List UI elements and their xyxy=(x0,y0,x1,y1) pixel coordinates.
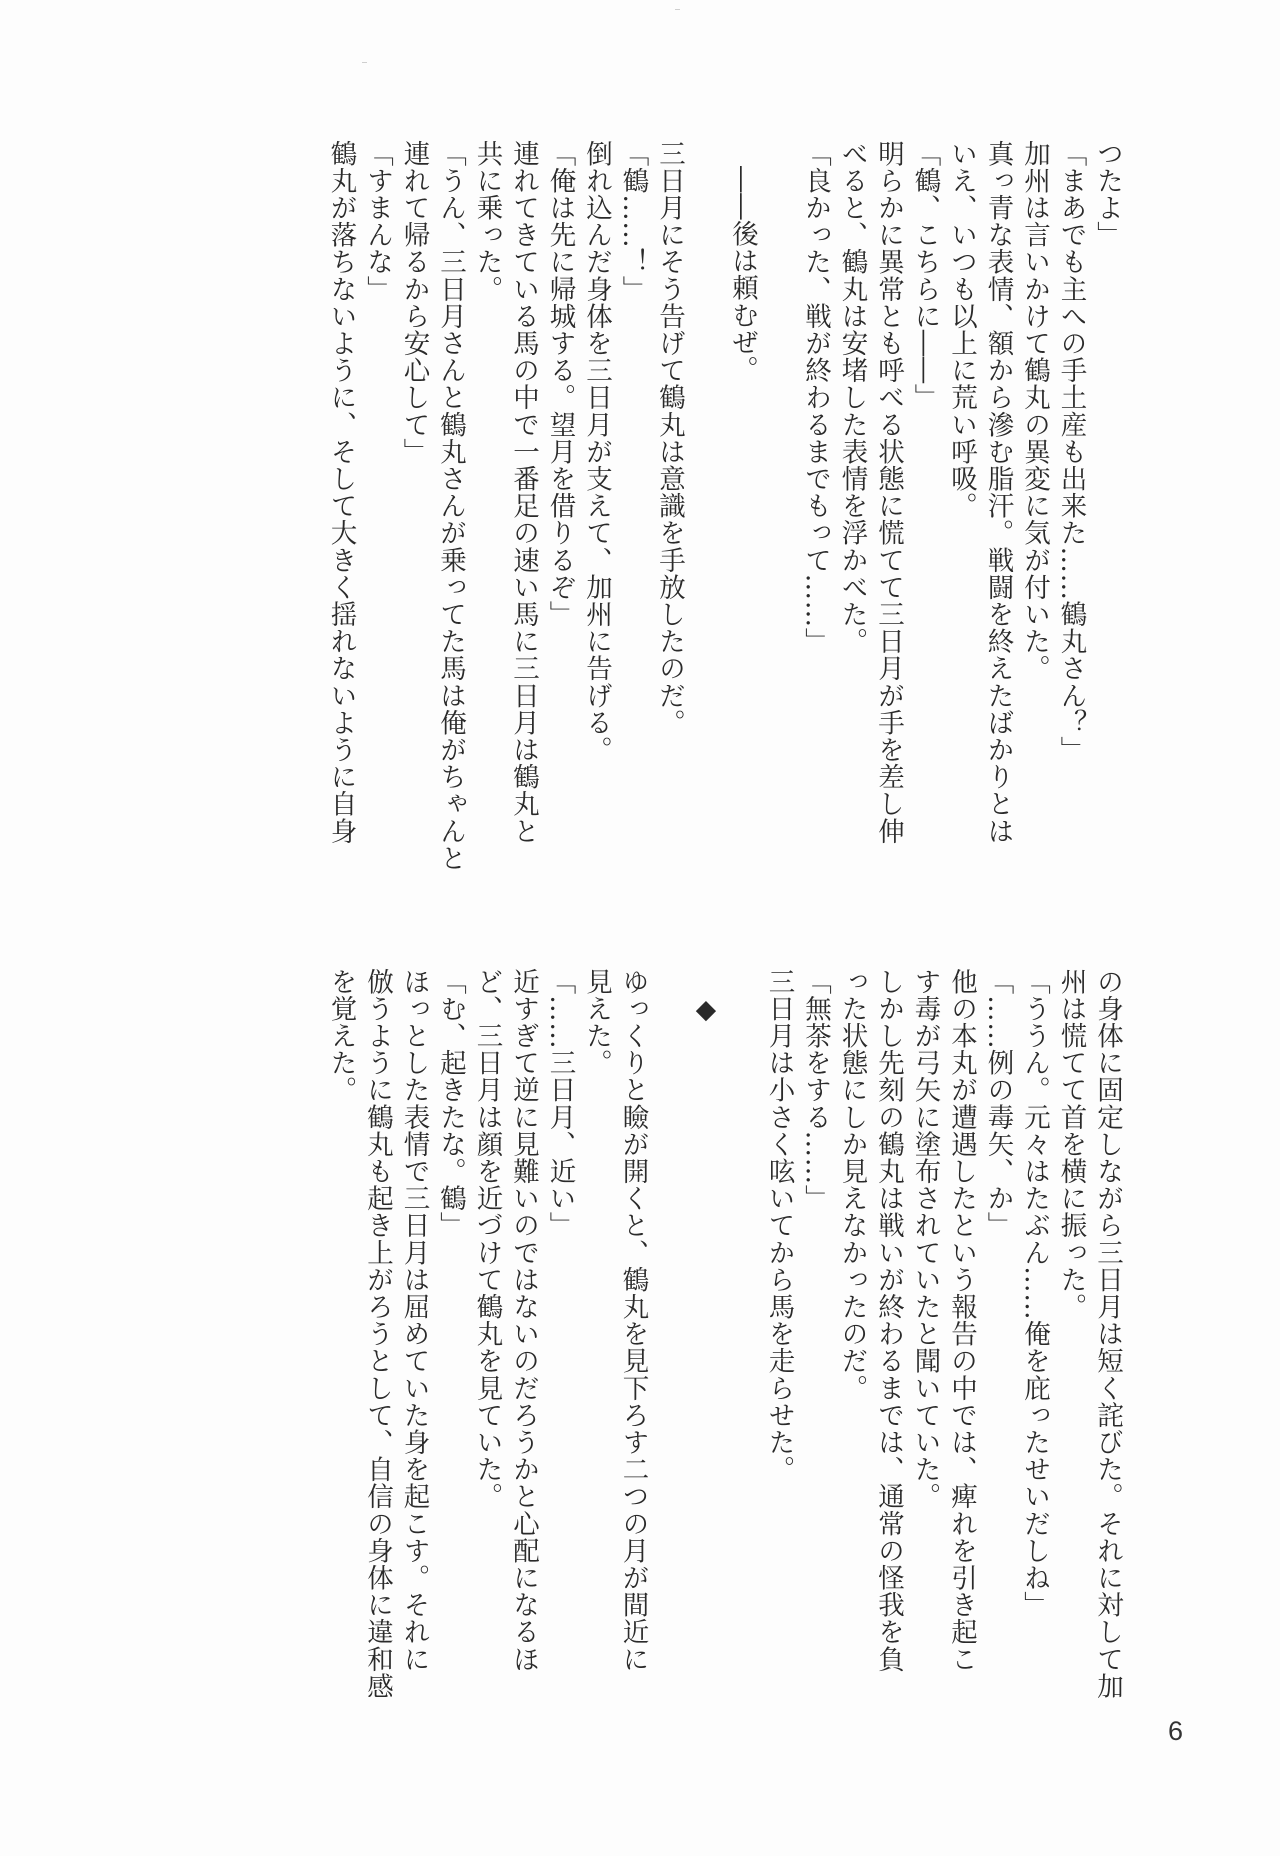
text-line: ほっとした表情で三日月は屈めていた身を起こす。それに xyxy=(398,968,430,1673)
text-line: 他の本丸が遭遇したという報告の中では、痺れを引き起こ xyxy=(946,968,977,1673)
text-line: ――後は頼むぜ。 xyxy=(727,166,758,383)
blank-line xyxy=(760,140,797,141)
text-line: 近すぎて逆に見難いのではないのだろうかと心配になるほ xyxy=(508,968,539,1673)
text-line: 「鶴、こちらに――」 xyxy=(909,140,941,411)
text-line: 連れて帰るから安心して」 xyxy=(398,140,430,466)
text-line: 倣うように鶴丸も起き上がろうとして、自信の身体に違和感 xyxy=(362,968,393,1700)
text-line: 「……三日月、近い」 xyxy=(544,968,576,1239)
text-line: ゆっくりと瞼が開くと、鶴丸を見下ろす二つの月が間近に xyxy=(617,968,649,1673)
text-line: 倒れ込んだ身体を三日月が支えて、加州に告げる。 xyxy=(581,140,612,764)
text-line: 共に乗った。 xyxy=(471,140,503,303)
text-line: 真っ青な表情、額から滲む脂汗。戦闘を終えたばかりとは xyxy=(982,140,1014,845)
blank-line xyxy=(687,140,724,141)
text-line: す毒が弓矢に塗布されていたと聞いていた。 xyxy=(909,968,941,1510)
text-line: 「無茶をする……」 xyxy=(800,968,831,1212)
text-line: 「うん、三日月さんと鶴丸さんが乗ってた馬は俺がちゃんと xyxy=(435,140,466,872)
text-line: 明らかに異常とも呼べる状態に慌てて三日月が手を差し伸 xyxy=(873,140,904,845)
blank-line xyxy=(724,968,761,969)
text-line: しかし先刻の鶴丸は戦いが終わるまでは、通常の怪我を負 xyxy=(873,968,904,1673)
text-line: の身体に固定しながら三日月は短く詫びた。それに対して加 xyxy=(1092,968,1123,1700)
text-line: いえ、いつも以上に荒い呼吸。 xyxy=(946,140,977,520)
text-line: った状態にしか見えなかったのだ。 xyxy=(836,968,868,1402)
text-line: 「ううん。元々はたぶん……俺を庇ったせいだしね」 xyxy=(1019,968,1050,1619)
text-line: 鶴丸が落ちないように、そして大きく揺れないように自身 xyxy=(325,140,357,845)
text-line: 三日月にそう告げて鶴丸は意識を手放したのだ。 xyxy=(654,140,685,737)
text-line: 「俺は先に帰城する。望月を借りるぞ」 xyxy=(544,140,576,628)
text-line: 連れてきている馬の中で一番足の速い馬に三日月は鶴丸と xyxy=(508,140,539,845)
page-number: 6 xyxy=(1167,1716,1183,1746)
scan-speck xyxy=(362,62,367,63)
text-line: つたよ」 xyxy=(1092,140,1123,249)
lower-text-block xyxy=(322,968,1125,1700)
text-line: 「む、起きたな。鶴」 xyxy=(435,968,466,1239)
section-break-diamond: ◆ xyxy=(690,994,722,1026)
text-line: 州は慌てて首を横に振った。 xyxy=(1055,968,1087,1321)
scan-speck xyxy=(675,9,680,10)
text-line: を覚えた。 xyxy=(325,968,357,1104)
upper-text-block xyxy=(322,140,1125,872)
text-line: 三日月は小さく呟いてから馬を走らせた。 xyxy=(763,968,795,1483)
blank-line xyxy=(651,968,688,969)
text-line: べると、鶴丸は安堵した表情を浮かべた。 xyxy=(836,140,868,655)
text-line: 加州は言いかけて鶴丸の異変に気が付いた。 xyxy=(1019,140,1050,682)
text-line: 「良かった、戦が終わるまでもって……」 xyxy=(800,140,831,655)
text-line: ど、三日月は顔を近づけて鶴丸を見ていた。 xyxy=(471,968,503,1510)
text-line: 「鶴……！」 xyxy=(617,140,649,303)
text-line: 「……例の毒矢、か」 xyxy=(982,968,1014,1239)
text-line: 「まあでも主への手土産も出来た……鶴丸さん？」 xyxy=(1055,140,1087,764)
text-line: 「すまんな」 xyxy=(362,140,393,303)
text-line: 見えた。 xyxy=(581,968,612,1077)
